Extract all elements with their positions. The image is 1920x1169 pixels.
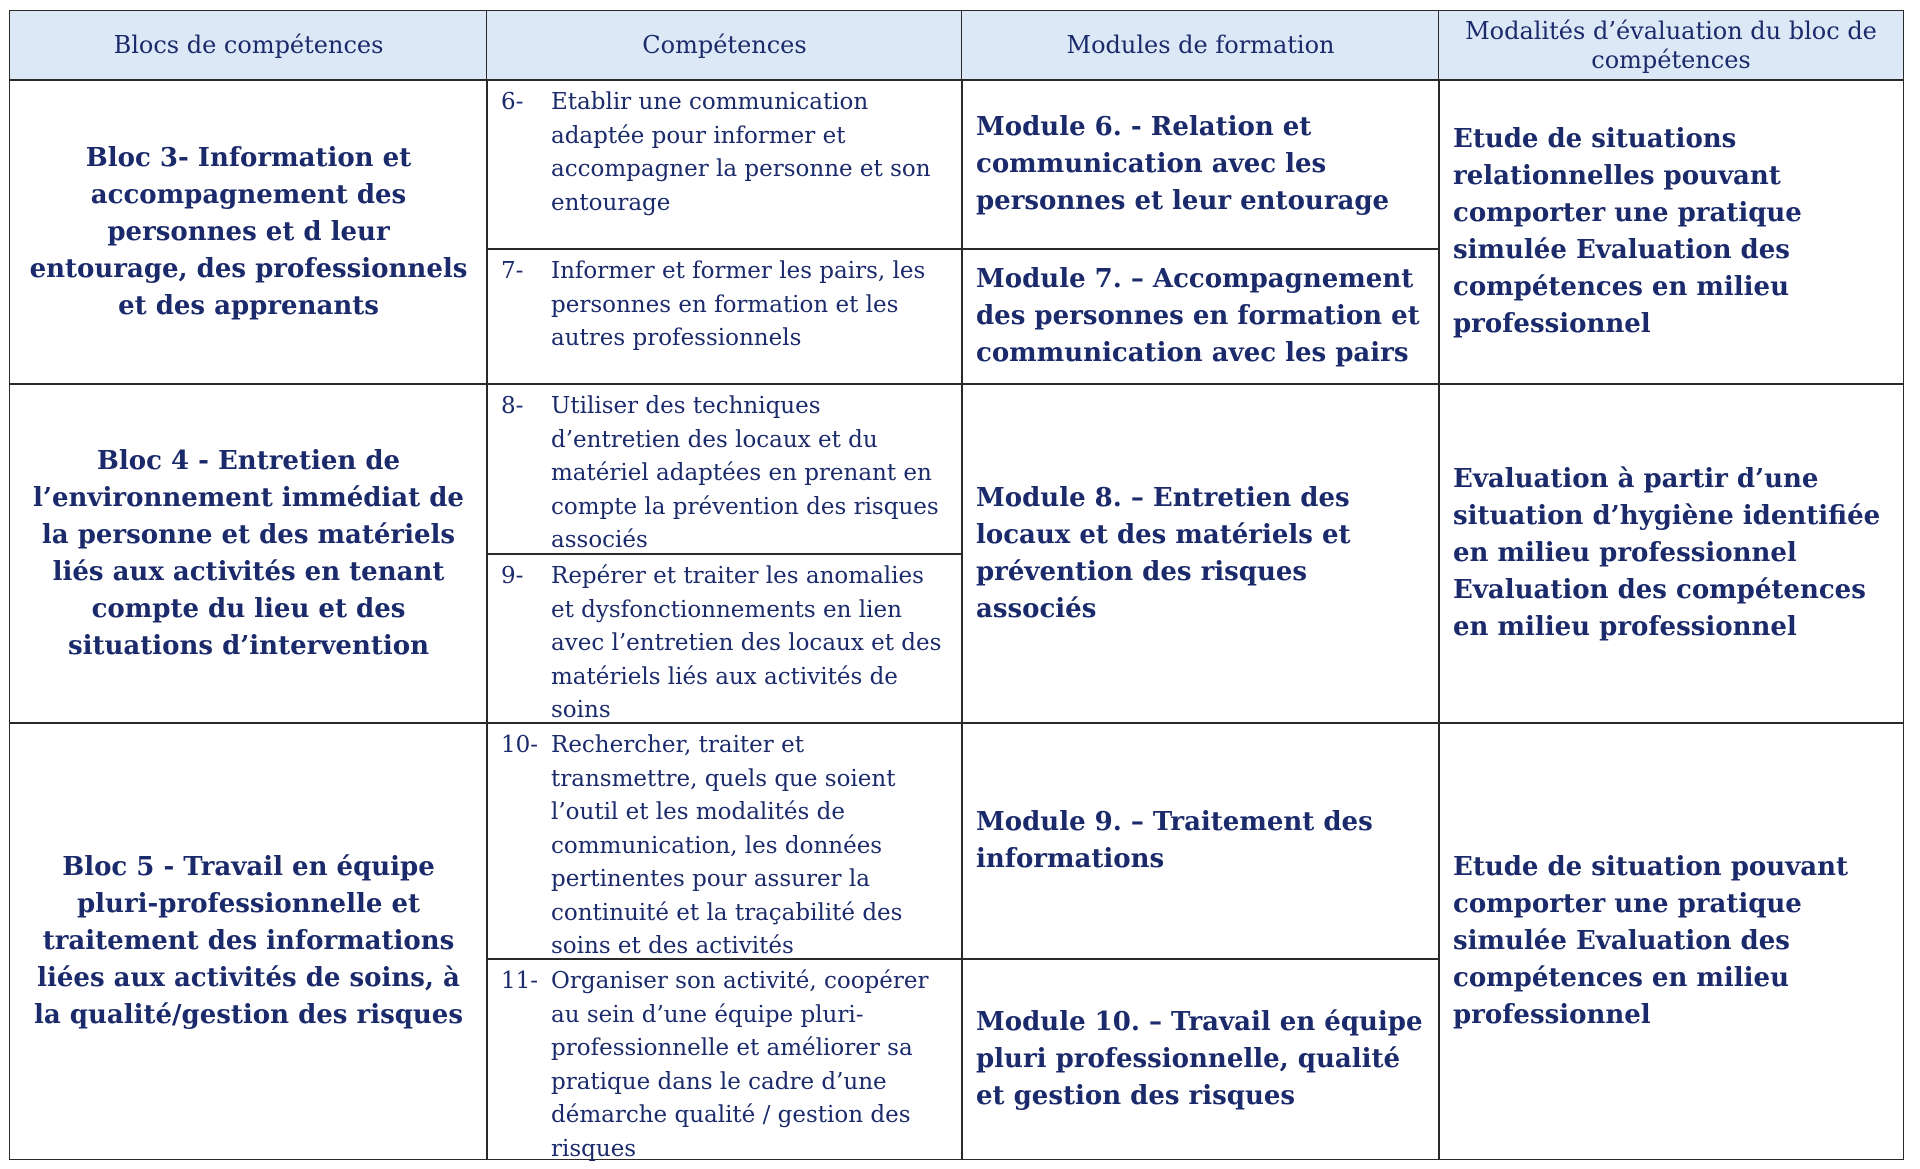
header-modules: Modules de formation [961, 10, 1440, 81]
competence-text: Organiser son activité, coopérer au sein d’une équipe pluri-professionnelle et améliorer sa pratique dans le cadre d’une démarche qualité / gestion des risques [551, 968, 929, 1162]
header-competences: Compétences [486, 10, 963, 81]
competences-table [9, 10, 1904, 1160]
competence-text: Etablir une communication adaptée pour informer et accompagner la personne et son entourage [551, 89, 931, 216]
competence-number: 10- [501, 732, 539, 758]
module-7: Module 7. – Accompagnement des personnes en formation et communication avec les pairs [961, 248, 1440, 385]
bloc-3-title: Bloc 3- Information et accompagnement des personnes et d leur entourage, des professionnels et des apprenants [9, 79, 488, 385]
bloc-4-title: Bloc 4 - Entretien de l’environnement immédiat de la personne et des matériels liés aux activités en tenant compte du lieu et des situations d’intervention [9, 383, 488, 724]
competence-text: Repérer et traiter les anomalies et dysfonctionnements en lien avec l’entretien des locaux et des matériels liés aux activités de soins [551, 563, 942, 723]
competence-number: 8- [501, 393, 524, 419]
competence-text: Utiliser des techniques d’entretien des locaux et du matériel adaptées en prenant en compte la prévention des risques associés [551, 393, 939, 553]
competence-text: Rechercher, traiter et transmettre, quels que soient l’outil et les modalités de communication, les données pertinentes pour assurer la continuité et la traçabilité des soins et des activités [551, 732, 903, 959]
module-8: Module 8. – Entretien des locaux et des matériels et prévention des risques associés [961, 383, 1440, 724]
bloc-3-evaluation: Etude de situations relationnelles pouvant comporter une pratique simulée Evaluation des compétences en milieu professionnel [1438, 79, 1904, 385]
bloc-5-title: Bloc 5 - Travail en équipe pluri-professionnelle et traitement des informations liées aux activités de soins, à la qualité/gestion des risques [9, 722, 488, 1160]
competence-6 [486, 79, 963, 250]
bloc-5-evaluation: Etude de situation pouvant comporter une pratique simulée Evaluation des compétences en milieu professionnel [1438, 722, 1904, 1160]
competence-number: 11- [501, 968, 539, 994]
competence-7 [486, 248, 963, 385]
competence-number: 9- [501, 563, 524, 589]
competence-10 [486, 722, 963, 960]
competence-number: 7- [501, 258, 524, 284]
bloc-4-evaluation: Evaluation à partir d’une situation d’hygiène identifiée en milieu professionnel Evaluation des compétences en milieu professionnel [1438, 383, 1904, 724]
module-6: Module 6. - Relation et communication avec les personnes et leur entourage [961, 79, 1440, 250]
competence-9 [486, 553, 963, 724]
competence-8 [486, 383, 963, 555]
header-evaluation: Modalités d’évaluation du bloc de compétences [1438, 10, 1904, 81]
competence-number: 6- [501, 89, 524, 115]
header-blocs: Blocs de compétences [9, 10, 488, 81]
module-9: Module 9. – Traitement des informations [961, 722, 1440, 960]
competence-text: Informer et former les pairs, les personnes en formation et les autres professionnels [551, 258, 926, 351]
competence-11 [486, 958, 963, 1160]
module-10: Module 10. – Travail en équipe pluri professionnelle, qualité et gestion des risques [961, 958, 1440, 1160]
